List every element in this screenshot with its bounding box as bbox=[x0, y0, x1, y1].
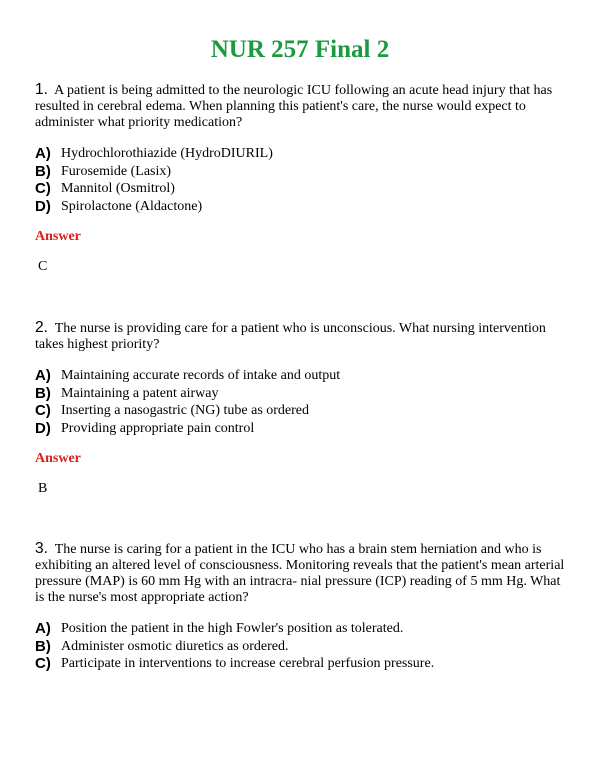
option-d bbox=[35, 198, 565, 216]
option-text: Maintaining accurate records of intake and output bbox=[61, 368, 341, 383]
question-3 bbox=[35, 541, 565, 673]
option-letter: A) bbox=[35, 620, 51, 637]
answer-value: B bbox=[38, 481, 48, 496]
option-letter: B) bbox=[35, 162, 51, 180]
option-list bbox=[35, 367, 565, 437]
option-b bbox=[35, 638, 565, 656]
question-number: 2. bbox=[35, 319, 48, 336]
option-c bbox=[35, 655, 565, 673]
question-body: The nurse is providing care for a patient who is unconscious. What nursing intervention takes highest priority? bbox=[35, 321, 546, 352]
question-text bbox=[35, 320, 565, 353]
option-letter: D) bbox=[35, 419, 51, 437]
option-list bbox=[35, 620, 565, 673]
option-text: Spirolactone (Aldactone) bbox=[61, 198, 203, 214]
answer-value: C bbox=[38, 259, 48, 274]
option-a bbox=[35, 620, 565, 638]
question-2 bbox=[35, 320, 565, 497]
question-1 bbox=[35, 82, 565, 275]
question-number: 3. bbox=[35, 540, 48, 557]
question-text bbox=[35, 541, 565, 606]
option-text: Mannitol (Osmitrol) bbox=[61, 181, 175, 196]
option-text: Furosemide (Lasix) bbox=[61, 163, 172, 179]
option-letter: B) bbox=[35, 384, 51, 402]
question-body: A patient is being admitted to the neurologic ICU following an acute head injury that has resulted in cerebral edema. When planning this patient's care, the nurse would expect to administer what priority medication? bbox=[35, 83, 553, 130]
option-letter: A) bbox=[35, 367, 51, 384]
option-b bbox=[35, 163, 565, 181]
question-number: 1. bbox=[35, 81, 48, 98]
answer-label: Answer bbox=[35, 229, 81, 244]
option-text: Position the patient in the high Fowler's position as tolerated. bbox=[61, 621, 404, 636]
option-text: Hydrochlorothiazide (HydroDIURIL) bbox=[61, 146, 273, 161]
option-letter: C) bbox=[35, 180, 51, 197]
question-body: The nurse is caring for a patient in the ICU who has a brain stem herniation and who is exhibiting an altered level of consciousness. Monitoring reveals that the patient's mean arterial pressure (MAP) is 60 mm Hg with an intracra- nial pressure (ICP) reading of 5 mm Hg. What is the nurse's most appropriate action? bbox=[35, 542, 565, 605]
option-text: Inserting a nasogastric (NG) tube as ordered bbox=[61, 403, 310, 418]
option-c bbox=[35, 402, 565, 420]
option-letter: A) bbox=[35, 145, 51, 162]
option-c bbox=[35, 180, 565, 198]
option-letter: C) bbox=[35, 655, 51, 672]
option-list bbox=[35, 145, 565, 215]
option-text: Maintaining a patent airway bbox=[61, 385, 219, 401]
option-text: Participate in interventions to increase cerebral perfusion pressure. bbox=[61, 656, 435, 671]
option-letter: B) bbox=[35, 637, 51, 655]
option-text: Administer osmotic diuretics as ordered. bbox=[61, 638, 289, 654]
answer-label: Answer bbox=[35, 451, 81, 466]
page-title: NUR 257 Final 2 bbox=[210, 36, 390, 63]
option-d bbox=[35, 420, 565, 438]
option-letter: D) bbox=[35, 197, 51, 215]
option-b bbox=[35, 385, 565, 403]
option-text: Providing appropriate pain control bbox=[61, 420, 255, 436]
question-text bbox=[35, 82, 565, 131]
option-letter: C) bbox=[35, 402, 51, 419]
option-a bbox=[35, 367, 565, 385]
option-a bbox=[35, 145, 565, 163]
